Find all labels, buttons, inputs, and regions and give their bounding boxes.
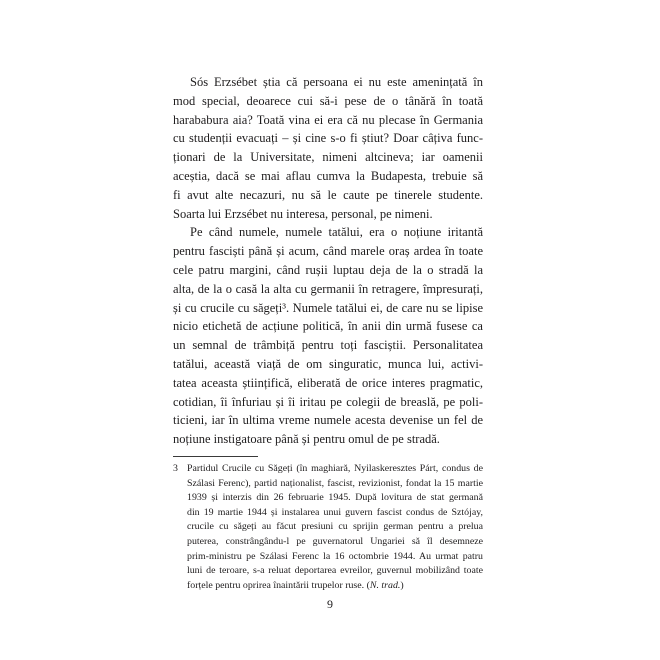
text-line: Sós Erzsébet știa că persoana ei nu este amenințată în bbox=[190, 75, 483, 89]
footnote-line: puterea, constrângându-l pe guvernatorul Ungariei să îl desemneze bbox=[187, 535, 483, 547]
text-line: ționari de la Universitate, nimeni altcineva; iar oamenii bbox=[173, 150, 483, 165]
footnote-last-line bbox=[187, 579, 483, 594]
page-number: 9 bbox=[327, 597, 333, 611]
text-line: ticieni, iar în ultima vreme numele acesta devenise un fel de bbox=[173, 413, 483, 428]
text-line: cele patru margini, când rușii luptau deja de la o stradă la bbox=[173, 262, 483, 277]
text-line: cotidian, îi înfuriau și îi iritau pe colegii de breaslă, pe poli- bbox=[173, 394, 483, 409]
paragraph-1 bbox=[173, 73, 483, 223]
footnote-line: Szálasi Ferenc), partid naționalist, fascist, revizionist, fondat la 15 martie bbox=[187, 477, 483, 489]
text-line: un semnal de trâmbiță pentru toți fasciștii. Personalitatea bbox=[173, 338, 483, 353]
footnote-rule bbox=[173, 456, 258, 457]
text-line: mod special, deoarece cui să-i pese de o tânără în toată bbox=[173, 93, 483, 108]
footnote-last-text: forțele pentru oprirea înaintării trupelor ruse. ( bbox=[187, 579, 370, 591]
text-line: harababura aia? Toată vina ei era că nu plecase în Germania bbox=[173, 112, 483, 127]
text-line: fi avut alte necazuri, nu să le caute pe tinerele studente. bbox=[173, 187, 483, 202]
text-line: alta, de la o casă la alta cu germanii în retragere, împresurați, bbox=[173, 281, 483, 296]
text-line: și cu crucile cu săgeți³. Numele tatălui ei, de care nu se lipise bbox=[173, 300, 483, 315]
text-line: noțiune instigatoare până și pentru omul de pe stradă. bbox=[173, 432, 440, 447]
footnote-line: din 19 martie 1944 și instalarea unui guvern fascist condus de Sztójay, bbox=[187, 506, 483, 518]
text-line: pentru fasciști până și acum, când marele oraș ardea în toate bbox=[173, 244, 483, 259]
text-line: nicio etichetă de acțiune politică, în anii din urmă fusese ca bbox=[173, 319, 483, 334]
text-line: Soarta lui Erzsébet nu interesa, personal, pe nimeni. bbox=[173, 206, 433, 221]
footnote bbox=[187, 462, 483, 593]
footnote-line: crucile cu săgeți au făcut presiuni cu sprijin german pentru a prelua bbox=[187, 521, 483, 533]
footnote-line: luni de teroare, s-a reluat deportarea evreilor, guvernul mobilizând toate bbox=[187, 565, 483, 577]
paragraph-2 bbox=[173, 223, 483, 449]
translator-note: N. trad. bbox=[369, 579, 401, 591]
text-line: tatea aceasta științifică, eliberată de orice interes pragmatic, bbox=[173, 375, 483, 390]
footnote-close-paren: ) bbox=[400, 579, 404, 591]
text-line: Pe când numele, numele tatălui, era o noțiune iritantă bbox=[190, 225, 483, 240]
main-text bbox=[173, 73, 483, 449]
text-line: tatălui, această viață de om singuratic, munca lui, activi- bbox=[173, 356, 483, 371]
footnote-line: Partidul Crucile cu Săgeți (în maghiară, Nyilaskeresztes Párt, condus de bbox=[187, 463, 483, 474]
text-line: cu studenții evacuați – și cine s-o fi știut? Doar câțiva func- bbox=[173, 131, 483, 146]
footnote-number: 3 bbox=[173, 463, 178, 474]
footnote-line: 1939 și interzis din 26 februarie 1945. După lovitura de stat germană bbox=[187, 492, 483, 504]
footnote-line: prim-ministru pe Szálasi Ferenc la 16 octombrie 1944. Au urmat patru bbox=[187, 550, 483, 562]
text-line: aceștia, dacă se mai aflau cumva la Budapesta, trebuie să bbox=[173, 168, 483, 183]
